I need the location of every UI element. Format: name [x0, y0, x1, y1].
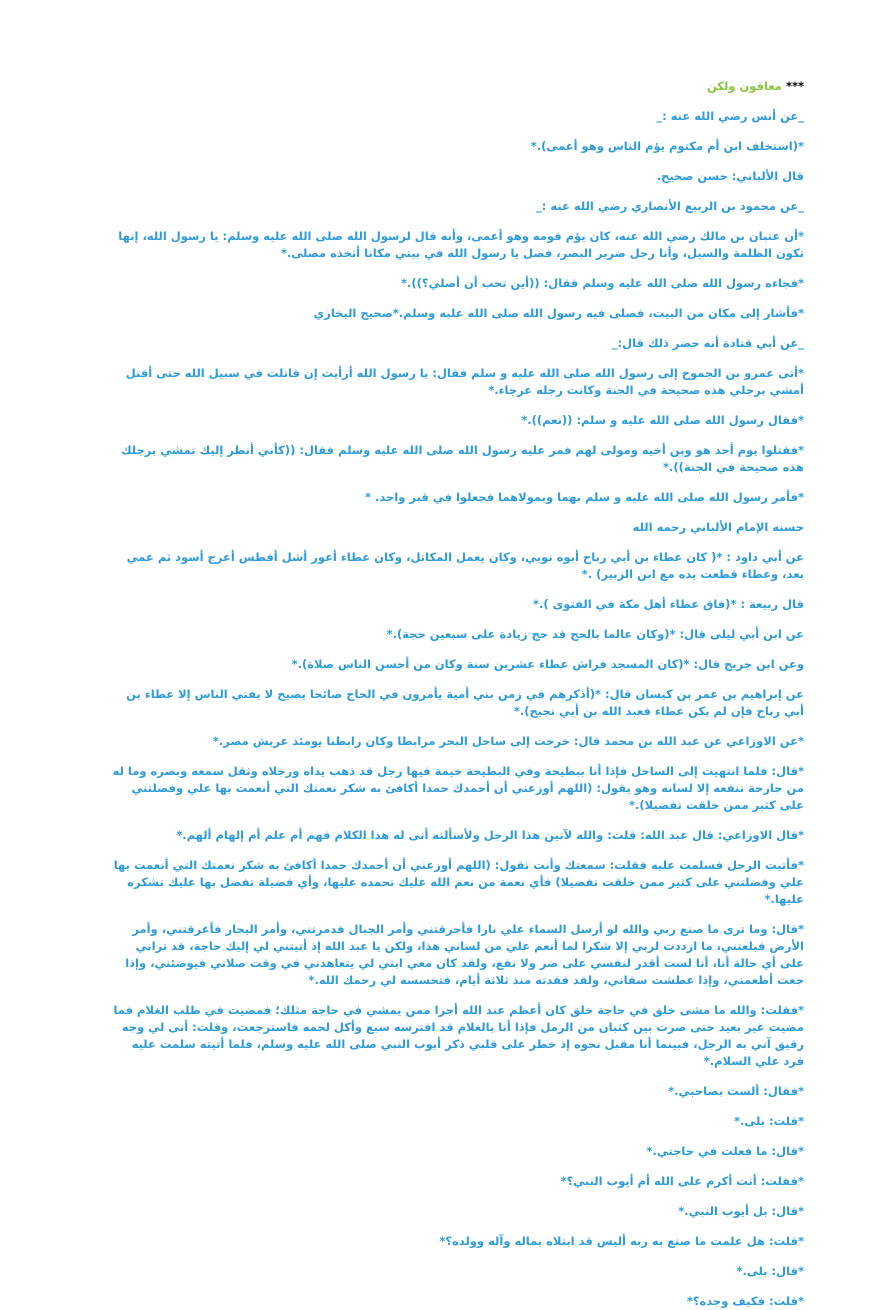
paragraph: عن أبي داود : *( كان عطاء بن أبي رباح أبوه نوبي، وكان يعمل المكاتل، وكان عطاء أعور أشل أفطس أعرج أسود ثم عمي بعد، وعطاء قطعت يده مع ابن الزبير) .* — [126, 550, 804, 581]
paragraph: *فقتلوا يوم أحد هو وبن أخيه ومولى لهم فمر عليه رسول الله صلى الله عليه وسلم فقال: ((كأني أنظر إليك تمشي برجلك هذه صحيحة في الجنة)).* — [121, 443, 804, 474]
paragraph: *قال: فلما انتهيت إلى الساحل فإذا أنا ببطيحة وفي البطيحة خيمة فيها رجل قد ذهب يداه ورجلاه وثقل سمعه وبصره وما له من جارحة تنفعه إلا لسانه وهو يقول: (اللهم أوزعني أن أحمدك حمدا أكافئ به شكر نعمتك التي أنعمت بها علي وفضلتني على كثير ممن خلقت تفضيلا).* — [112, 764, 804, 812]
paragraph: *قلت: فكيف وجده؟* — [686, 1294, 804, 1308]
paragraph: *قال: وما ترى ما صنع ربي والله لو أرسل السماء علي نارا فأحرقتني وأمر الجبال فدمرتني، وأمر البحار فأغرقتني، وأمر الأرض فبلعتني، ما ازددت لربي إلا شكرا لما أنعم علي من لساني هذا، ولكن يا عبد الله إذ أتيتني لي إليك حاجة، قد تراني على أي حالة أنا، أنا لست أقدر لنفسي على ضر ولا نفع، ولقد كان معي ابني لي يتعاهدني في وقت صلاتي فيوضئني، وإذا جعت أطعمني، وإذا عطشت سقاني، ولقد فقدته منذ ثلاثة أيام، فتحسسه لي رحمك الله.* — [125, 922, 804, 987]
paragraph: *فقال: ألست بصاحبي.* — [668, 1084, 804, 1098]
paragraph: *فأشار إلى مكان من البيت، فصلى فيه رسول الله صلى الله عليه وسلم.*صحيح البخاري — [313, 306, 804, 320]
paragraph: _عن أنس رضي الله عنه :_ — [656, 109, 804, 123]
paragraph: حسنه الإمام الألباني رحمه الله — [632, 520, 804, 534]
title-stars: *** — [785, 79, 804, 93]
paragraph: قال ربيعة : *(فاق عطاء أهل مكة في الفتوى ).* — [533, 597, 804, 611]
paragraph: *قلت: هل علمت ما صنع به ربه أليس قد ابتلاه بماله وآله وولده؟* — [439, 1234, 804, 1248]
paragraph: *فأمر رسول الله صلى الله عليه و سلم بهما وبمولاهما فجعلوا في قبر واحد. * — [365, 490, 804, 504]
document-title — [108, 78, 804, 95]
paragraph: *فأتيت الرجل فسلمت عليه فقلت: سمعتك وأنت تقول: (اللهم أوزعني أن أحمدك حمدا أكافئ به شكر نعمتك التي أنعمت بها علي وفضلتني على كثير ممن خلقت تفضيلا) فأي نعمة من نعم الله عليك تحمده عليها، وأي فضيلة تفضل بها عليك تشكره عليها.* — [113, 858, 804, 906]
paragraph: *فجاءه رسول الله صلى الله عليه وسلم فقال: ((أين تحب أن أصلي؟)).* — [401, 276, 804, 290]
paragraph: *فقال رسول الله صلى الله عليه و سلم: ((نعم)).* — [521, 413, 804, 427]
paragraph: قال الألباني: حسن صحيح. — [656, 169, 804, 183]
paragraph: *قال: بلى.* — [736, 1264, 804, 1278]
paragraph: *أتى عمرو بن الجموح إلى رسول الله صلى الله عليه و سلم فقال: يا رسول الله أرأيت إن قاتلت في سبيل الله حتى أقتل أمشي برجلي هذه صحيحة في الجنة وكانت رجله عرجاء.* — [125, 366, 804, 397]
document-page — [108, 68, 804, 1310]
paragraph: *عن الاوزاعي عن عبد الله بن محمد قال: خرجت إلى ساحل البحر مرابطا وكان رابطنا يومئذ عريش مصر.* — [212, 734, 804, 748]
paragraph: *قال الاوزاعي: قال عبد الله: قلت: والله لآتين هذا الرجل ولأسألنه أنى له هذا الكلام فهم أم علم أم إلهام ألهم.* — [176, 828, 804, 842]
paragraph: *أن عتبان بن مالك رضي الله عنه، كان يؤم قومه وهو أعمى، وأنه قال لرسول الله صلى الله عليه وسلم: يا رسول الله، إنها تكون الظلمة والسيل، وأنا رجل ضرير البصر، فصل يا رسول الله في بيتي مكانا أتخذه مصلى.* — [118, 229, 804, 260]
paragraph: *فقلت: والله ما مشى خلق في حاجة خلق كان أعظم عند الله أجرا ممن يمشي في حاجة مثلك؛ فمضيت في طلب الغلام فما مضيت غير بعيد حتى صرت بين كثبان من الرمل فإذا أنا بالغلام قد افترسه سبع وأكل لحمه فاسترجعت، وقلت: أنى لي وجه رقيق آتي به الرجل، فبينما أنا مقبل نحوه إذ خطر على قلبي ذكر أيوب النبي صلى الله عليه وسلم، فلما أتيته سلمت عليه فرد علي السلام.* — [113, 1003, 804, 1068]
paragraph: *قلت: بلى.* — [733, 1114, 804, 1128]
paragraph: عن ابن أبي ليلى قال: *(وكان عالما بالحج قد حج زيادة على سبعين حجة).* — [386, 627, 804, 641]
title-text: معاقون ولكن — [706, 79, 782, 93]
paragraph: وعن ابن جريج قال: *(كان المسجد فراش عطاء عشرين سنة وكان من أحسن الناس صلاة).* — [291, 657, 804, 671]
paragraph: *قال: ما فعلت في حاجتي.* — [646, 1144, 804, 1158]
paragraph: *قال: بل أيوب النبي.* — [678, 1204, 804, 1218]
paragraph: عن إبراهيم بن عمر بن كيسان قال: *(أذكرهم في زمن بني أمية يأمرون في الحاج صائحا يصيح لا يفتي الناس إلا عطاء بن أبي رباح فإن لم يكن عطاء فعبد الله بن أبي نجيح).* — [126, 687, 804, 718]
paragraph: _عن أبي قتادة أنه حضر ذلك قال:_ — [611, 336, 804, 350]
paragraph: *(استخلف ابن أم مكتوم يؤم الناس وهو أعمى).* — [530, 139, 804, 153]
paragraph: *فقلت: أنت أكرم على الله أم أيوب النبي؟* — [560, 1174, 804, 1188]
paragraph: _عن محمود بن الربيع الأنصاري رضي الله عنه :_ — [536, 199, 804, 213]
